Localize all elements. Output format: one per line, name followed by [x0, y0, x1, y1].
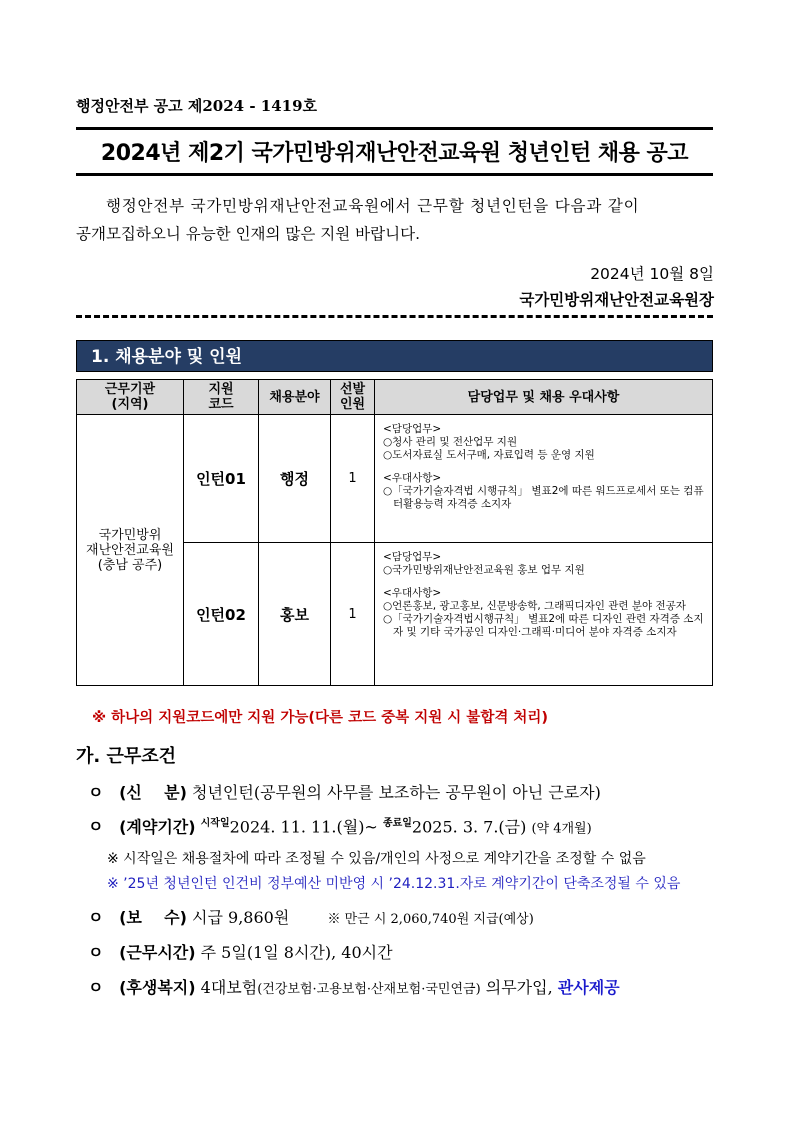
col-agency: 근무기관 (지역): [77, 380, 184, 415]
conditions-heading: 가. 근무조건: [76, 746, 177, 767]
intro-line-1: 행정안전부 국가민방위재난안전교육원에서 근무할 청년인턴을 다음과 같이: [106, 197, 640, 215]
section-title-bar: 1. 채용분야 및 인원: [76, 340, 713, 372]
notice-date: 2024년 10월 8일: [590, 265, 714, 283]
condition-welfare: ㅇ (후생복지) 4대보험(건강보험·고용보험·산재보험·국민연금) 의무가입, 관사제공: [88, 975, 620, 998]
col-count: 선발 인원: [331, 380, 375, 415]
notice-number: 행정안전부 공고 제2024 - 1419호: [76, 97, 318, 115]
col-duties: 담당업무 및 채용 우대사항: [375, 380, 713, 415]
field-cell: 홍보: [259, 543, 331, 686]
issuer: 국가민방위재난안전교육원장: [519, 291, 714, 309]
intro-paragraph: [76, 192, 714, 248]
bullet-icon: ㅇ: [88, 783, 104, 802]
code-cell: 인턴02: [184, 543, 259, 686]
agency-cell: 국가민방위 재난안전교육원 (충남 공주): [77, 415, 184, 686]
dashed-divider: [76, 315, 713, 318]
count-cell: 1: [331, 543, 375, 686]
table-row: [77, 415, 713, 543]
recruitment-table: [76, 379, 713, 686]
bullet-icon: ㅇ: [88, 908, 104, 927]
page-title: 2024년 제2기 국가민방위재난안전교육원 청년인턴 채용 공고: [100, 141, 689, 166]
bullet-icon: ㅇ: [88, 943, 104, 962]
bullet-icon: ㅇ: [88, 978, 104, 997]
intro-line-2: 공개모집하오니 유능한 인재의 많은 지원 바랍니다.: [76, 225, 420, 243]
period-note-2: ※ ’25년 청년인턴 인건비 정부예산 미반영 시 ’24.12.31.자로 계약기간이 단축조정될 수 있음: [107, 876, 681, 892]
condition-status: ㅇ (신 분) 청년인턴(공무원의 사무를 보조하는 공무원이 아닌 근로자): [88, 780, 601, 803]
duplicate-warning: ※ 하나의 지원코드에만 지원 가능(다른 코드 중복 지원 시 불합격 처리): [92, 710, 549, 726]
col-field: 채용분야: [259, 380, 331, 415]
title-rule-bottom: [76, 173, 713, 176]
condition-hours: ㅇ (근무시간) 주 5일(1일 8시간), 40시간: [88, 940, 393, 963]
title-rule-top: [76, 127, 713, 130]
period-note-1: ※ 시작일은 채용절차에 따라 조정될 수 있음/개인의 사정으로 계약기간을 조정할 수 없음: [107, 851, 646, 867]
col-code: 지원 코드: [184, 380, 259, 415]
code-cell: 인턴01: [184, 415, 259, 543]
welfare-highlight: 관사제공: [557, 978, 620, 997]
duty-cell: <담당업무> ○국가민방위재난안전교육원 홍보 업무 지원 <우대사항> ○언론홍보, 광고홍보, 신문방송학, 그래픽디자인 관련 분야 전공자 ○「국가기술자격법시행규칙」 별표2에 따른 디자인 관련 자격증 소지자 및 기타 국가공인 디자인·그래픽·미디어 분야 자격증 소지자: [375, 543, 713, 686]
duty-cell: <담당업무> ○청사 관리 및 전산업무 지원 ○도서자료실 도서구매, 자료입력 등 운영 지원 <우대사항> ○「국가기술자격법 시행규칙」 별표2에 따른 워드프로세서 또는 컴퓨터활용능력 자격증 소지자: [375, 415, 713, 543]
table-header-row: [77, 380, 713, 415]
bullet-icon: ㅇ: [88, 817, 104, 837]
field-cell: 행정: [259, 415, 331, 543]
count-cell: 1: [331, 415, 375, 543]
condition-period: ㅇ (계약기간) $^{시작일}$2024. 11. 11.(월)~ $^{종료일}$2025. 3. 7.(금) (약 4개월): [88, 814, 592, 837]
condition-pay: ㅇ (보 수) 시급 9,860원 ※ 만근 시 2,060,740원 지급(예상): [88, 905, 534, 928]
